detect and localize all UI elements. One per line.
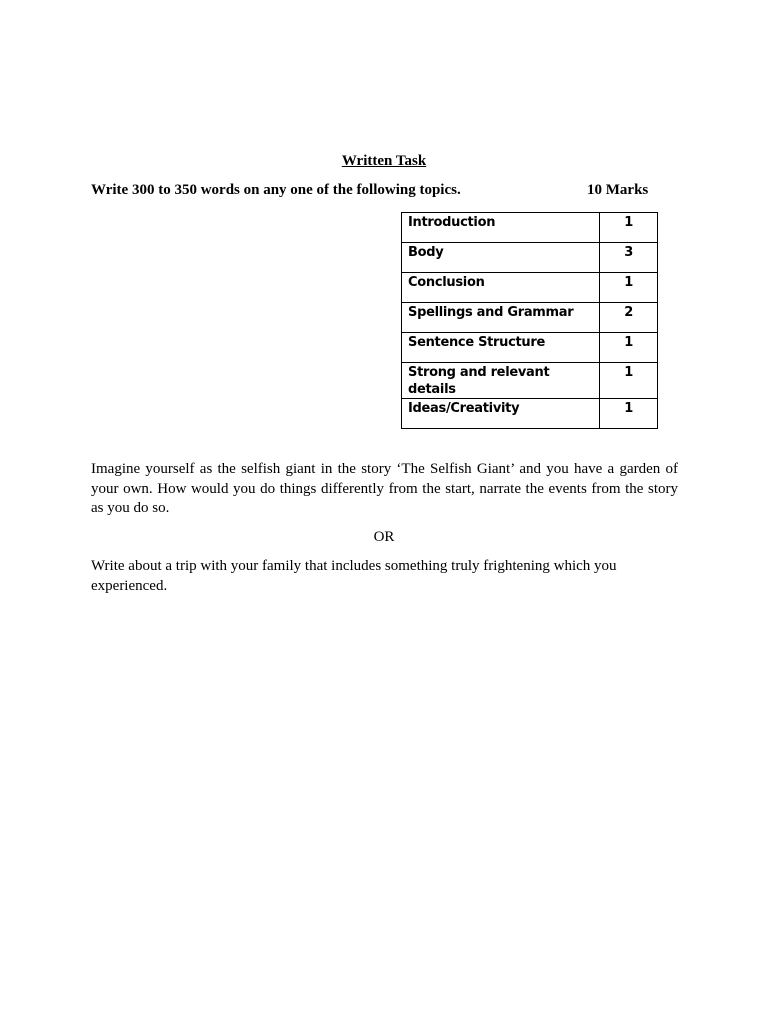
rubric-criterion: Sentence Structure (402, 333, 600, 363)
rubric-score: 2 (600, 303, 658, 333)
table-row (402, 243, 658, 273)
rubric-criterion: Conclusion (402, 273, 600, 303)
page-title: Written Task (341, 153, 427, 169)
rubric-score: 1 (600, 273, 658, 303)
rubric-score: 3 (600, 243, 658, 273)
instruction-text: Write 300 to 350 words on any one of the following topics. (91, 182, 461, 198)
topic-one-paragraph: Imagine yourself as the selfish giant in the story ‘The Selfish Giant’ and you have a garden of your own. How would you do things differently from the start, narrate the events from the story as you do so. (91, 461, 678, 516)
table-row (402, 363, 658, 399)
rubric-score: 1 (600, 333, 658, 363)
rubric-criterion: Spellings and Grammar (402, 303, 600, 333)
rubric-score: 1 (600, 363, 658, 399)
rubric-criterion: Ideas/Creativity (402, 399, 600, 429)
instruction-row (91, 181, 651, 199)
marking-rubric-table (401, 212, 658, 429)
topic-two-paragraph: Write about a trip with your family that includes something truly frightening which you experienced. (91, 558, 617, 594)
table-row (402, 273, 658, 303)
rubric-score: 1 (600, 399, 658, 429)
table-row (402, 213, 658, 243)
table-row (402, 333, 658, 363)
table-row (402, 303, 658, 333)
rubric-criterion: Strong and relevant details (402, 363, 600, 399)
or-separator: OR (373, 529, 395, 545)
total-marks: 10 Marks (587, 182, 649, 198)
rubric-score: 1 (600, 213, 658, 243)
rubric-criterion: Body (402, 243, 600, 273)
table-row (402, 399, 658, 429)
rubric-criterion: Introduction (402, 213, 600, 243)
